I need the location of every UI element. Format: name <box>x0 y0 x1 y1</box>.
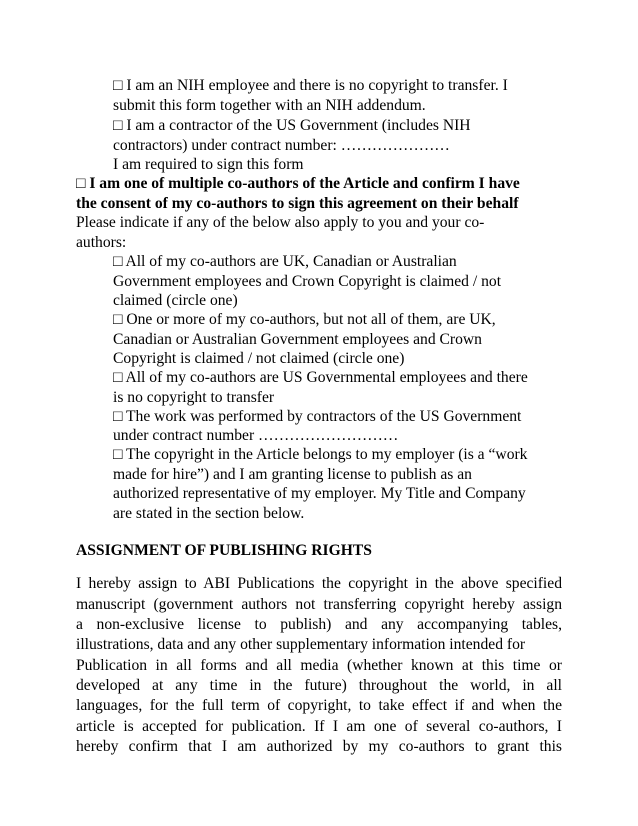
all-us-checkbox-option[interactable]: □ All of my co-authors are US Governmental employees and there <box>113 369 528 386</box>
assignment-paragraph-line: article is accepted for publication. If I am one of several co-authors, I <box>76 718 562 735</box>
us-contractors-checkbox-option[interactable]: □ The work was performed by contractors of the US Government <box>113 408 522 425</box>
assignment-paragraph-line: illustrations, data and any other supplementary information intended for <box>76 636 526 653</box>
assignment-paragraph-line: developed at any time in the future) throughout the world, in all <box>76 677 562 694</box>
assignment-paragraph-line: manuscript (government authors not transferring copyright hereby assign <box>76 596 562 613</box>
work-for-hire-option-line: are stated in the section below. <box>113 505 305 522</box>
indicate-text: authors: <box>76 234 127 251</box>
multiple-authors-option-line: the consent of my co-authors to sign this agreement on their behalf <box>76 195 519 212</box>
multiple-authors-checkbox-option[interactable]: □ I am one of multiple co-authors of the Article and confirm I have <box>76 175 520 192</box>
some-uk-option-line: Canadian or Australian Government employees and Crown <box>113 331 482 348</box>
all-uk-option-line: claimed (circle one) <box>113 292 238 309</box>
work-for-hire-checkbox-option[interactable]: □ The copyright in the Article belongs to my employer (is a “work <box>113 446 528 463</box>
some-uk-checkbox-option[interactable]: □ One or more of my co-authors, but not all of them, are UK, <box>113 311 496 328</box>
assignment-paragraph-line: Publication in all forms and all media (whether known at this time or <box>76 657 562 674</box>
some-uk-option-line: Copyright is claimed / not claimed (circle one) <box>113 350 405 367</box>
assignment-paragraph-line: languages, for the full term of copyright, to take effect if and when the <box>76 697 562 714</box>
contractor-option-line: contractors) under contract number: ………………… <box>113 137 450 154</box>
contractor-option-line: I am required to sign this form <box>113 156 304 173</box>
all-us-option-line: is no copyright to transfer <box>113 389 275 406</box>
work-for-hire-option-line: authorized representative of my employer. My Title and Company <box>113 485 526 502</box>
work-for-hire-option-line: made for hire”) and I am granting license to publish as an <box>113 466 472 483</box>
assignment-paragraph-line: hereby confirm that I am authorized by my co-authors to grant this <box>76 738 562 755</box>
all-uk-checkbox-option[interactable]: □ All of my co-authors are UK, Canadian or Australian <box>113 253 457 270</box>
nih-checkbox-option[interactable]: □ I am an NIH employee and there is no copyright to transfer. I <box>113 77 508 94</box>
nih-option-line: submit this form together with an NIH addendum. <box>113 97 426 114</box>
us-contractors-option-line: under contract number ……………………… <box>113 427 399 444</box>
assignment-paragraph-line: I hereby assign to ABI Publications the copyright in the above specified <box>76 575 562 592</box>
contractor-checkbox-option[interactable]: □ I am a contractor of the US Government (includes NIH <box>113 117 471 134</box>
indicate-text: Please indicate if any of the below also apply to you and your co- <box>76 214 485 231</box>
assignment-paragraph-line: a non-exclusive license to publish) and any accompanying tables, <box>76 616 562 633</box>
section-heading: ASSIGNMENT OF PUBLISHING RIGHTS <box>76 542 372 559</box>
all-uk-option-line: Government employees and Crown Copyright is claimed / not <box>113 273 502 290</box>
